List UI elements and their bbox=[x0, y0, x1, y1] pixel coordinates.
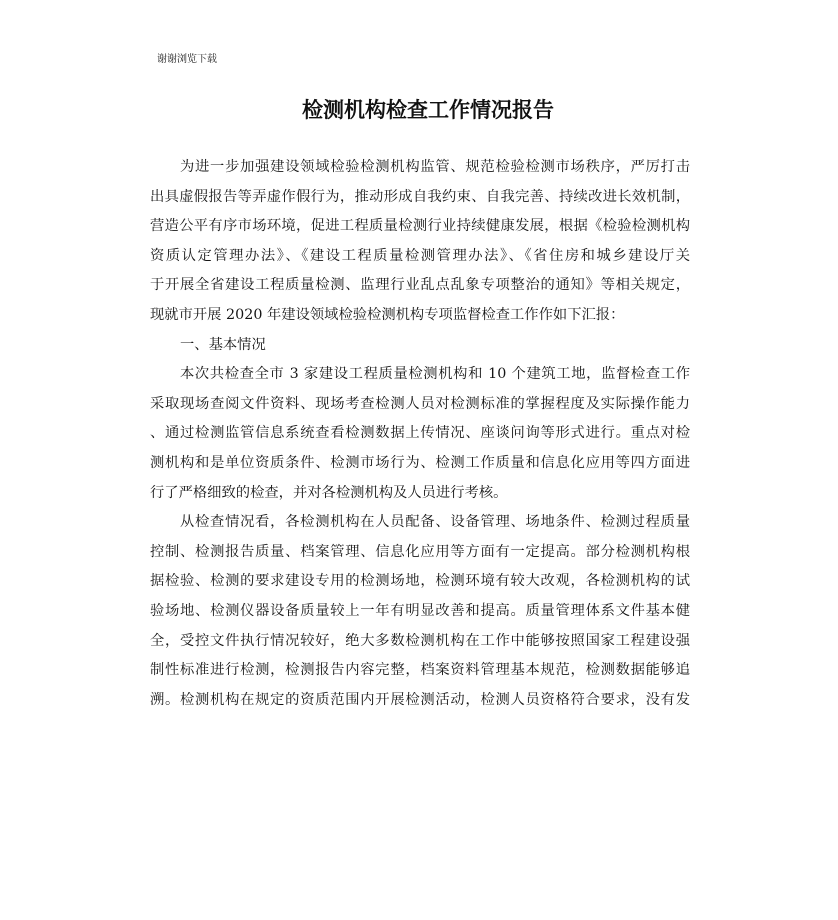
paragraph-line: 据检验、检测的要求建设专用的检测场地，检测环境有较大改观，各检测机构的试 bbox=[150, 573, 690, 590]
paragraph-line: 从检查情况看，各检测机构在人员配备、设备管理、场地条件、检测过程质量 bbox=[180, 514, 690, 531]
paragraph-line: 、通过检测监管信息系统查看检测数据上传情况、座谈问询等形式进行。重点对检 bbox=[150, 425, 690, 442]
paragraph-line: 营造公平有序市场环境，促进工程质量检测行业持续健康发展，根据《检验检测机构 bbox=[150, 218, 690, 235]
document-title: 检测机构检查工作情况报告 bbox=[302, 98, 554, 122]
paragraph-line: 出具虚假报告等弄虚作假行为，推动形成自我约束、自我完善、持续改进长效机制， bbox=[150, 188, 690, 205]
paragraph-line: 现就市开展 2020 年建设领域检验检测机构专项监督检查工作作如下汇报： bbox=[150, 306, 625, 323]
paragraph bbox=[150, 153, 690, 331]
paragraph-line: 行了严格细致的检查，并对各检测机构及人员进行考核。 bbox=[150, 484, 508, 501]
paragraph-line: 全，受控文件执行情况较好，绝大多数检测机构在工作中能够按照国家工程建设强 bbox=[150, 632, 690, 649]
paragraph-line: 为进一步加强建设领域检验检测机构监管、规范检验检测市场秩序，严厉打击 bbox=[180, 159, 690, 175]
paragraph bbox=[150, 508, 690, 715]
paragraph-line: 本次共检查全市 3 家建设工程质量检测机构和 10 个建筑工地，监督检查工作 bbox=[180, 366, 690, 383]
paragraph-line: 于开展全省建设工程质量检测、监理行业乱点乱象专项整治的通知》等相关规定， bbox=[150, 277, 690, 294]
paragraph-line: 溯。检测机构在规定的资质范围内开展检测活动，检测人员资格符合要求，没有发 bbox=[150, 691, 690, 708]
paragraph-line: 测机构和是单位资质条件、检测市场行为、检测工作质量和信息化应用等四方面进 bbox=[150, 454, 690, 471]
paragraph bbox=[150, 360, 690, 508]
paragraph-line: 制性标准进行检测，检测报告内容完整，档案资料管理基本规范，检测数据能够追 bbox=[150, 662, 690, 679]
header-note: 谢谢浏览下载 bbox=[157, 54, 217, 65]
section-heading: 一、基本情况 bbox=[180, 336, 266, 353]
paragraph-line: 验场地、检测仪器设备质量较上一年有明显改善和提高。质量管理体系文件基本健 bbox=[150, 602, 690, 619]
paragraph-line: 资质认定管理办法》、《建设工程质量检测管理办法》、《省住房和城乡建设厅关 bbox=[150, 247, 690, 264]
paragraph-line: 控制、检测报告质量、档案管理、信息化应用等方面有一定提高。部分检测机构根 bbox=[150, 543, 690, 560]
document-body bbox=[150, 153, 690, 715]
paragraph-line: 采取现场查阅文件资料、现场考查检测人员对检测标准的掌握程度及实际操作能力 bbox=[150, 395, 690, 412]
